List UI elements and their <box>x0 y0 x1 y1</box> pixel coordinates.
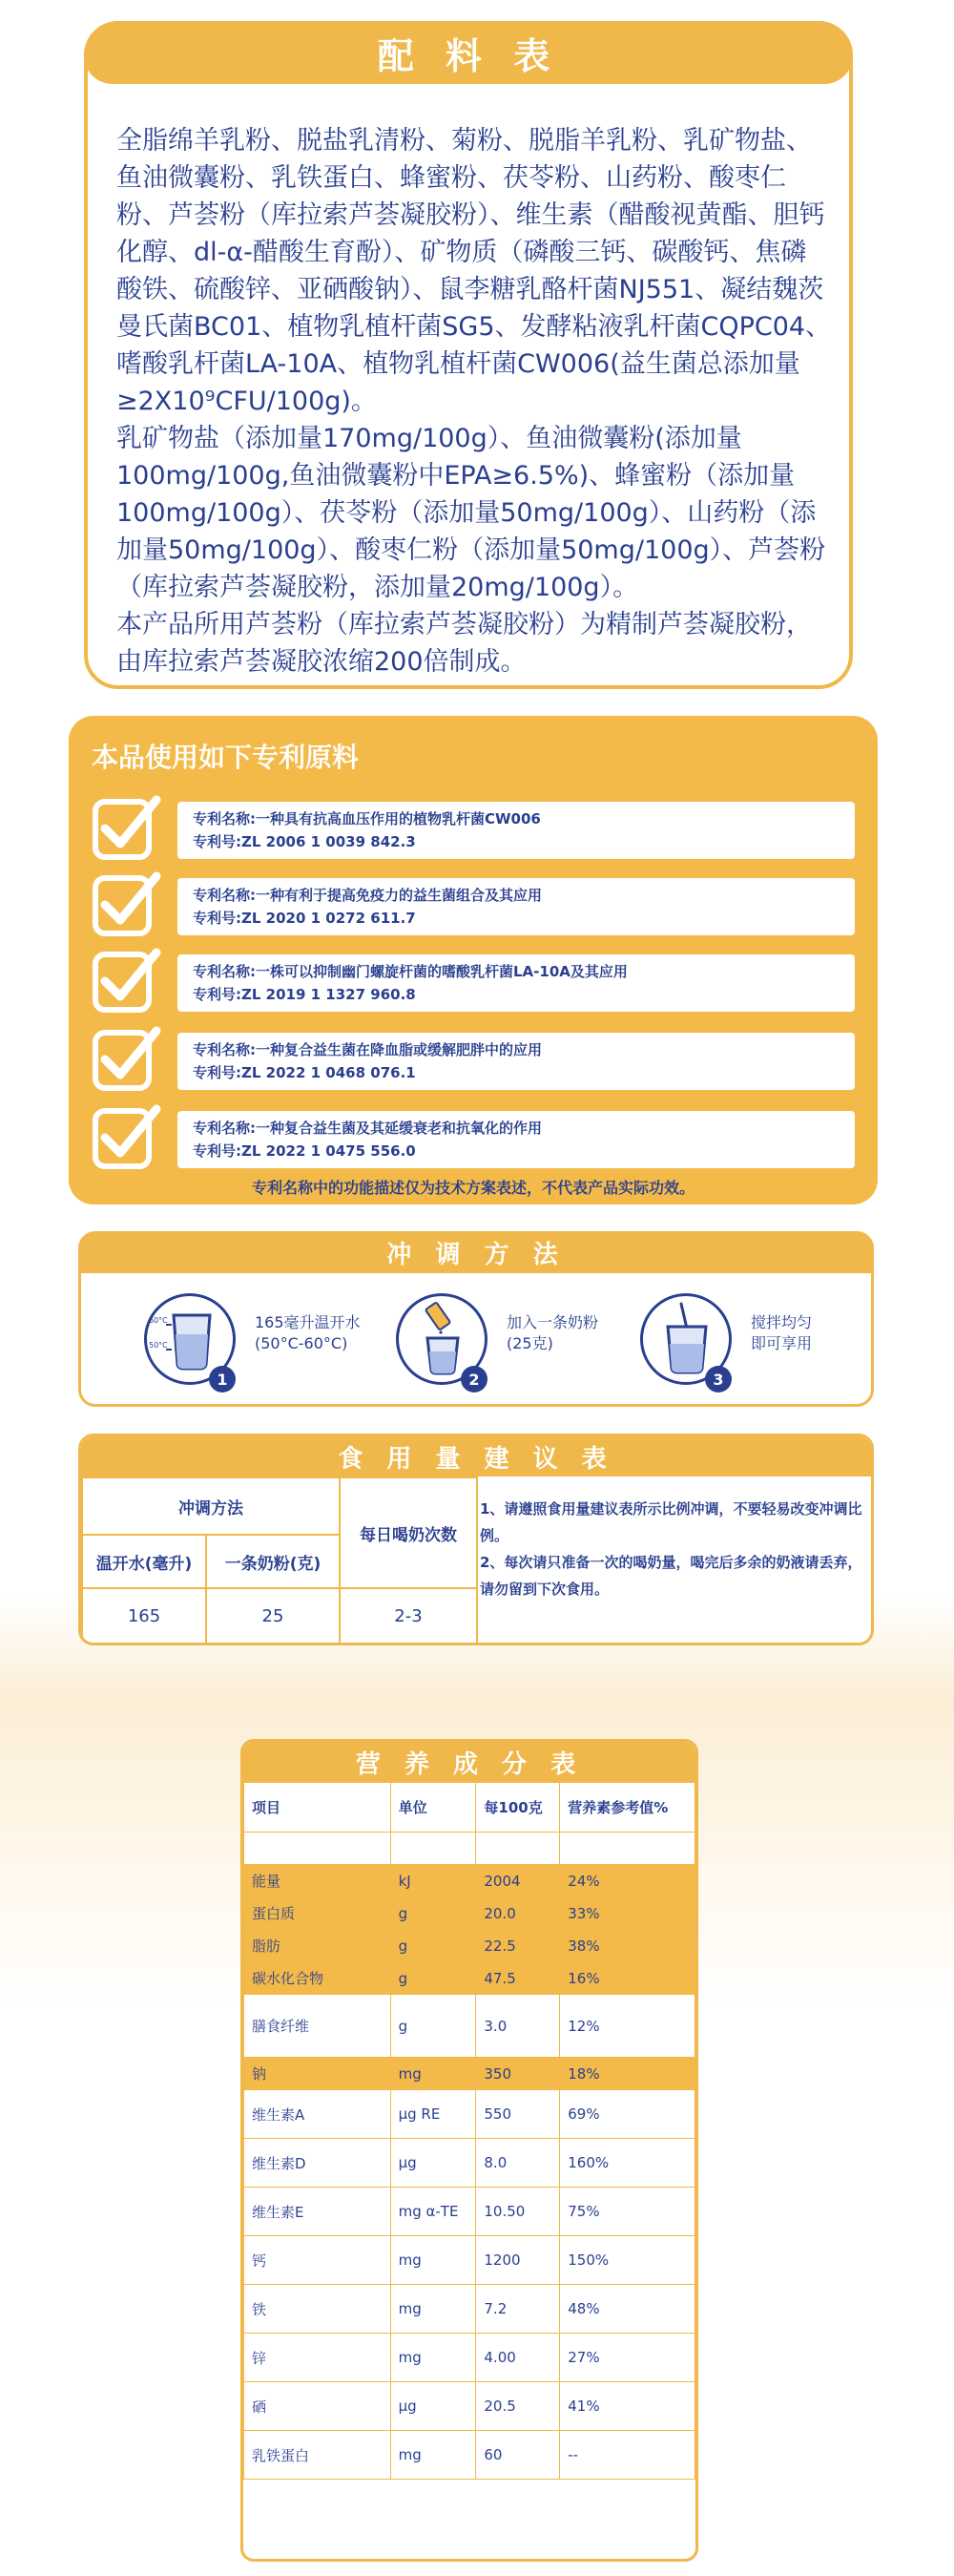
ingredients-title: 配 料 表 <box>84 21 853 84</box>
patent-number: 专利号:ZL 2022 1 0475 556.0 <box>193 1142 416 1160</box>
nutrition-cell-unit: g <box>390 1930 476 1962</box>
nutrition-cell-per100: 10.50 <box>476 2188 560 2236</box>
nutrition-cell-nrv: 69% <box>560 2090 695 2139</box>
ingredients-panel <box>84 21 853 689</box>
nutrition-cell-unit: kJ <box>390 1865 476 1897</box>
patent-card <box>177 1033 855 1090</box>
nutrition-cell-per100: 20.5 <box>476 2382 560 2431</box>
nutrition-cell-nrv: 48% <box>560 2285 695 2334</box>
brewing-panel <box>78 1231 874 1407</box>
patents-title: 本品使用如下专利原料 <box>92 742 360 773</box>
nutrition-cell-item: 碳水化合物 <box>244 1962 391 1995</box>
nutrition-cell-unit: g <box>390 1897 476 1930</box>
step-line: 165毫升温开水 <box>255 1313 361 1331</box>
step-text <box>507 1312 598 1354</box>
checkbox-icon <box>92 1023 162 1094</box>
patent-card <box>177 878 855 935</box>
nutrition-cell-item: 钙 <box>244 2236 391 2285</box>
nutrition-cell-nrv: 150% <box>560 2236 695 2285</box>
nutrition-cell-item: 维生素D <box>244 2139 391 2188</box>
checkbox-icon <box>92 792 162 863</box>
nutrition-cell-unit: g <box>390 1995 476 2058</box>
checkbox-icon <box>92 945 162 1016</box>
nutrition-cell-item: 膳食纤维 <box>244 1995 391 2058</box>
nutrition-cell-nrv: 24% <box>560 1865 695 1897</box>
nutrition-cell-nrv: 18% <box>560 2058 695 2090</box>
step-line: 加入一条奶粉 <box>507 1313 599 1331</box>
step-number: 1 <box>209 1366 236 1393</box>
nutrition-cell-nrv: 160% <box>560 2139 695 2188</box>
header-unit: 单位 <box>390 1783 476 1833</box>
patent-name: 专利名称:一种有利于提高免疫力的益生菌组合及其应用 <box>193 887 543 904</box>
dosage-title: 食 用 量 建 议 表 <box>81 1436 871 1476</box>
dosage-panel <box>78 1434 874 1645</box>
brewing-title: 冲 调 方 法 <box>78 1231 874 1273</box>
nutrition-cell-per100: 1200 <box>476 2236 560 2285</box>
nutrition-cell-per100: 20.0 <box>476 1897 560 1930</box>
table-row <box>244 2090 695 2139</box>
nutrition-cell-unit: mg <box>390 2285 476 2334</box>
nutrition-cell-nrv: 16% <box>560 1962 695 1995</box>
dosage-powder-header: 一条奶粉(克) <box>206 1535 340 1588</box>
table-row <box>244 2139 695 2188</box>
patent-name: 专利名称:一株可以抑制幽门螺旋杆菌的嗜酸乳杆菌LA-10A及其应用 <box>193 963 628 980</box>
dosage-group-header: 冲调方法 <box>82 1477 340 1535</box>
patent-number: 专利号:ZL 2020 1 0272 611.7 <box>193 910 416 927</box>
dosage-note: 2、每次请只准备一次的喝奶量，喝完后多余的奶液请丢弃，请勿留到下次食用。 <box>480 1554 862 1598</box>
table-spacer-row <box>244 1833 695 1865</box>
nutrition-cell-nrv: 41% <box>560 2382 695 2431</box>
table-row <box>244 2285 695 2334</box>
patent-number: 专利号:ZL 2022 1 0468 076.1 <box>193 1064 416 1081</box>
header-per100: 每100克 <box>476 1783 560 1833</box>
nutrition-cell-per100: 550 <box>476 2090 560 2139</box>
step-number: 3 <box>705 1366 732 1393</box>
nutrition-table <box>243 1782 695 2480</box>
nutrition-cell-item: 乳铁蛋白 <box>244 2431 391 2480</box>
step-line: (25克) <box>507 1334 553 1352</box>
nutrition-cell-per100: 60 <box>476 2431 560 2480</box>
step-line: 即可享用 <box>751 1334 813 1352</box>
mark-low: 50°C <box>149 1341 168 1350</box>
nutrition-cell-unit: mg <box>390 2058 476 2090</box>
nutrition-cell-per100: 350 <box>476 2058 560 2090</box>
nutrition-cell-per100: 22.5 <box>476 1930 560 1962</box>
nutrition-cell-item: 蛋白质 <box>244 1897 391 1930</box>
patent-name: 专利名称:一种复合益生菌在降血脂或缓解肥胖中的应用 <box>193 1041 543 1058</box>
nutrition-cell-per100: 8.0 <box>476 2139 560 2188</box>
step-line: (50°C-60°C) <box>255 1334 348 1352</box>
nutrition-cell-per100: 7.2 <box>476 2285 560 2334</box>
table-row <box>244 1865 695 1897</box>
mark-high: 60°C <box>149 1316 168 1325</box>
dosage-powder-value: 25 <box>206 1588 340 1644</box>
patent-name: 专利名称:一种具有抗高血压作用的植物乳杆菌CW006 <box>193 810 541 827</box>
patent-card <box>177 1111 855 1168</box>
patent-name: 专利名称:一种复合益生菌及其延缓衰老和抗氧化的作用 <box>193 1120 543 1137</box>
nutrition-cell-item: 维生素A <box>244 2090 391 2139</box>
nutrition-cell-unit: mg <box>390 2334 476 2382</box>
nutrition-cell-item: 钠 <box>244 2058 391 2090</box>
table-row <box>244 2188 695 2236</box>
dosage-water-header: 温开水(毫升) <box>82 1535 206 1588</box>
brewing-step <box>396 1293 615 1398</box>
patent-card <box>177 802 855 859</box>
step-line: 搅拌均匀 <box>751 1313 813 1331</box>
checkbox-icon <box>92 1101 162 1172</box>
patent-item <box>92 869 855 939</box>
nutrition-cell-item: 维生素E <box>244 2188 391 2236</box>
nutrition-cell-per100: 3.0 <box>476 1995 560 2058</box>
table-row <box>244 2058 695 2090</box>
table-row <box>244 1930 695 1962</box>
header-item: 项目 <box>244 1783 391 1833</box>
ingredients-paragraph: 乳矿物盐（添加量170mg/100g）、鱼油微囊粉(添加量100mg/100g,鱼油微囊粉中EPA≥6.5%)、蜂蜜粉（添加量100mg/100g）、茯苓粉（添加量50mg/100g）、山药粉（添加量50mg/100g）、酸枣仁粉（添加量50mg/100g）、芦荟粉（库拉索芦荟凝胶粉，添加量20mg/100g）。 <box>116 424 826 602</box>
table-row <box>244 2382 695 2431</box>
step-text <box>255 1312 361 1354</box>
nutrition-cell-per100: 2004 <box>476 1865 560 1897</box>
patent-item <box>92 1101 855 1172</box>
nutrition-cell-unit: μg <box>390 2382 476 2431</box>
ingredients-paragraph: 全脂绵羊乳粉、脱盐乳清粉、菊粉、脱脂羊乳粉、乳矿物盐、鱼油微囊粉、乳铁蛋白、蜂蜜粉、茯苓粉、山药粉、酸枣仁粉、芦荟粉（库拉索芦荟凝胶粉）、维生素（醋酸视黄酯、胆钙化醇、dl-α-醋酸生育酚）、矿物质（磷酸三钙、碳酸钙、焦磷酸铁、硫酸锌、亚硒酸钠）、鼠李糖乳酪杆菌NJ551、凝结魏茨曼氏菌BC01、植物乳植杆菌SG5、发酵粘液乳杆菌CQPC04、嗜酸乳杆菌LA-10A、植物乳植杆菌CW006(益生菌总添加量≥2X10⁹CFU/100g)。 <box>116 126 832 416</box>
nutrition-cell-unit: mg α-TE <box>390 2188 476 2236</box>
nutrition-cell-item: 脂肪 <box>244 1930 391 1962</box>
nutrition-panel <box>240 1739 698 2562</box>
step-text <box>751 1312 812 1354</box>
nutrition-cell-nrv: 12% <box>560 1995 695 2058</box>
brewing-step <box>640 1293 860 1398</box>
nutrition-cell-per100: 47.5 <box>476 1962 560 1995</box>
dosage-times-header: 每日喝奶次数 <box>340 1477 477 1588</box>
table-row <box>244 2431 695 2480</box>
dosage-notes <box>480 1496 865 1602</box>
table-row <box>244 2334 695 2382</box>
nutrition-cell-item: 铁 <box>244 2285 391 2334</box>
ingredients-text <box>116 122 832 681</box>
patent-card <box>177 954 855 1012</box>
patent-number: 专利号:ZL 2006 1 0039 842.3 <box>193 833 416 850</box>
dosage-note: 1、请遵照食用量建议表所示比例冲调，不要轻易改变冲调比例。 <box>480 1500 862 1544</box>
nutrition-cell-nrv: 33% <box>560 1897 695 1930</box>
ingredients-paragraph: 本产品所用芦荟粉（库拉索芦荟凝胶粉）为精制芦荟凝胶粉，由库拉索芦荟凝胶浓缩200倍制成。 <box>116 610 812 677</box>
nutrition-cell-unit: mg <box>390 2431 476 2480</box>
nutrition-cell-nrv: 27% <box>560 2334 695 2382</box>
table-row <box>244 1897 695 1930</box>
brewing-step <box>144 1293 363 1398</box>
table-row <box>244 1995 695 2058</box>
nutrition-cell-nrv: 38% <box>560 1930 695 1962</box>
nutrition-cell-unit: μg <box>390 2139 476 2188</box>
nutrition-title: 营 养 成 分 表 <box>243 1742 695 1782</box>
nutrition-cell-unit: g <box>390 1962 476 1995</box>
patents-panel <box>69 716 878 1204</box>
header-nrv: 营养素参考值% <box>560 1783 695 1833</box>
patents-disclaimer: 专利名称中的功能描述仅为技术方案表述，不代表产品实际功效。 <box>251 1179 695 1197</box>
nutrition-cell-nrv: -- <box>560 2431 695 2480</box>
dosage-water-value: 165 <box>82 1588 206 1644</box>
patent-item <box>92 945 855 1016</box>
nutrition-header-row <box>244 1783 695 1833</box>
table-row <box>244 2236 695 2285</box>
patent-number: 专利号:ZL 2019 1 1327 960.8 <box>193 986 416 1003</box>
patent-item <box>92 1023 855 1094</box>
nutrition-cell-per100: 4.00 <box>476 2334 560 2382</box>
step-number: 2 <box>461 1366 487 1393</box>
patent-item <box>92 792 855 863</box>
nutrition-cell-unit: μg RE <box>390 2090 476 2139</box>
nutrition-cell-item: 硒 <box>244 2382 391 2431</box>
table-row <box>244 1962 695 1995</box>
dosage-table <box>81 1476 478 1644</box>
checkbox-icon <box>92 869 162 939</box>
nutrition-cell-unit: mg <box>390 2236 476 2285</box>
dosage-times-value: 2-3 <box>340 1588 477 1644</box>
nutrition-cell-item: 能量 <box>244 1865 391 1897</box>
nutrition-cell-item: 锌 <box>244 2334 391 2382</box>
nutrition-cell-nrv: 75% <box>560 2188 695 2236</box>
